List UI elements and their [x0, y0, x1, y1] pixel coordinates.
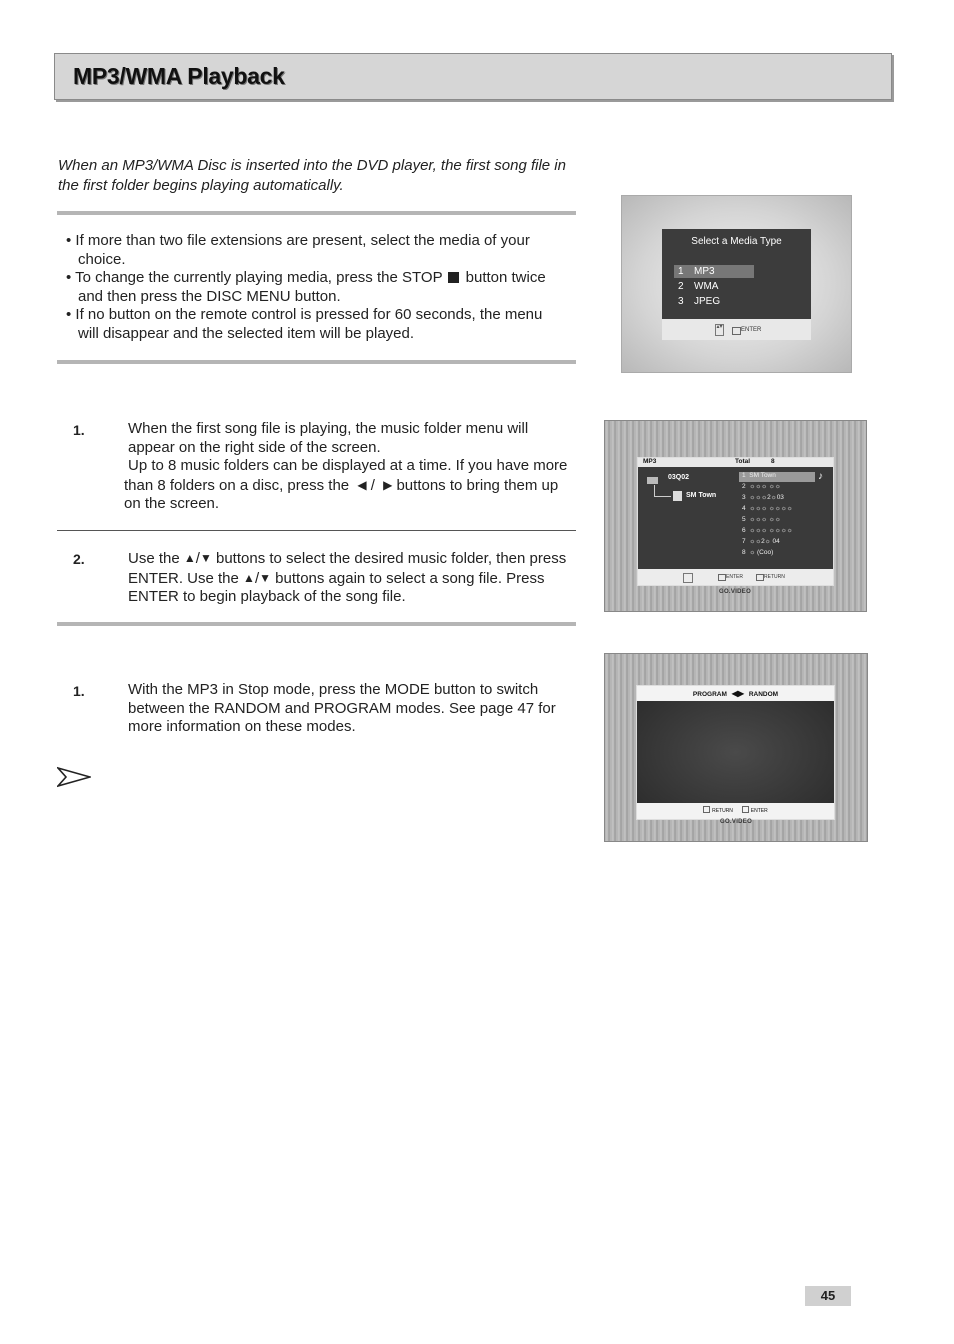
divider-top [57, 211, 576, 215]
media-option-wma[interactable]: 2 WMA [678, 281, 719, 292]
media-type-screen [621, 195, 852, 373]
track-item[interactable]: 5 ☼☼☼ ☼☼ [742, 516, 781, 523]
step-number: 1. [73, 683, 85, 699]
track-item[interactable]: 8 ☼ (Coo) [742, 549, 774, 556]
random-label[interactable]: RANDOM [748, 691, 779, 698]
media-option-mp3[interactable]: 1 MP3 [674, 265, 754, 278]
note-2: • To change the currently playing media, press the STOP button twice and then press the DISC MENU button. [66, 269, 546, 305]
mode-step-text: With the MP3 in Stop mode, press the MODE button to switch between the RANDOM and PROGRAM modes. See page 47 for more information on these modes. [128, 681, 556, 735]
brand-logo: GO.VIDEO [720, 819, 753, 825]
divider-notes-bottom [57, 360, 576, 364]
folder-menu-screen [604, 420, 867, 612]
tree-connector [654, 485, 671, 497]
music-note-icon: ♪ [818, 471, 823, 482]
divider-steps [57, 530, 576, 531]
divider-section [57, 622, 576, 626]
folder-icon [647, 477, 658, 484]
intro-text: When an MP3/WMA Disc is inserted into the DVD player, the first song file in the first folder begins playing automatically. [58, 157, 566, 194]
page-number: 45 [805, 1286, 851, 1306]
return-icon [703, 806, 710, 813]
track-item[interactable]: 4 ☼☼☼ ☼☼☼☼ [742, 505, 793, 512]
track-item[interactable]: 6 ☼☼☼ ☼☼☼☼ [742, 527, 793, 534]
up-arrow-icon: ▲ [183, 551, 196, 565]
track-item[interactable]: 7 ☼☼2☼ 04 [742, 538, 780, 545]
step-number: 1. [73, 422, 85, 438]
down-arrow-icon: ▼ [199, 551, 212, 565]
folder-menu-footer: ENTER RETURN [638, 569, 833, 585]
track-item[interactable]: 3 ☼☼☼2☼03 [742, 494, 784, 501]
step1-line1: When the first song file is playing, the music folder menu will appear on the right side of the screen. [128, 420, 529, 456]
mode-footer: RETURN ENTER [637, 803, 834, 819]
step2-text: Use the ▲/▼ buttons to select the desired music folder, then press ENTER. Use the ▲/▼ buttons again to select a song file. Press ENTER to begin playback of the song file. [128, 550, 567, 605]
folder-child[interactable]: SM Town [686, 492, 717, 499]
folder-menu-header: MP3 Total 8 [638, 458, 833, 467]
track-item[interactable]: 2 ☼☼☼ ☼☼ [742, 483, 781, 490]
track-item[interactable]: 1 SM Town [742, 472, 776, 479]
media-type-menu [662, 229, 811, 340]
note-1: • If more than two file extensions are present, select the media of your choice. [66, 232, 530, 268]
stop-icon [448, 272, 459, 283]
enter-icon [732, 327, 741, 335]
mode-header [637, 686, 834, 701]
step-number: 2. [73, 551, 85, 567]
note-arrow-icon [57, 766, 91, 793]
mode-screen [604, 653, 868, 842]
enter-icon [742, 806, 749, 813]
title-bar [54, 53, 892, 100]
folder-menu [637, 457, 834, 586]
media-menu-title: Select a Media Type [691, 236, 782, 247]
brand-logo: GO.VIDEO [719, 589, 752, 595]
notes-list [66, 232, 566, 343]
enter-icon [718, 574, 726, 581]
down-arrow-icon: ▼ [259, 570, 271, 585]
program-label[interactable]: PROGRAM [692, 691, 727, 698]
enter-label: ENTER [741, 327, 762, 333]
folder-root[interactable]: 03Q02 [668, 474, 690, 481]
note-3: • If no button on the remote control is pressed for 60 seconds, the menu will disappear and the selected item will be played. [66, 306, 543, 342]
return-icon [756, 574, 764, 581]
navigate-icon [683, 573, 693, 583]
page-title: MP3/WMA Playback [73, 63, 285, 89]
media-option-jpeg[interactable]: 3 JPEG [678, 296, 721, 307]
media-menu-footer [662, 319, 811, 340]
left-arrow-icon: ◀ [357, 477, 367, 492]
track-list [742, 472, 832, 560]
left-right-arrows-icon: ◀▶ [731, 689, 744, 698]
up-arrow-icon: ▲ [243, 570, 255, 585]
mode-panel [636, 685, 835, 820]
mp3-file-icon [673, 491, 682, 501]
right-arrow-icon: ▶ [383, 477, 393, 492]
step1-line2: Up to 8 music folders can be displayed at a time. If you have more than 8 folders on a disc, press the ◀ / ▶ buttons to bring them up on the screen. [124, 457, 568, 512]
updown-icon: ▴▾ [715, 324, 724, 336]
